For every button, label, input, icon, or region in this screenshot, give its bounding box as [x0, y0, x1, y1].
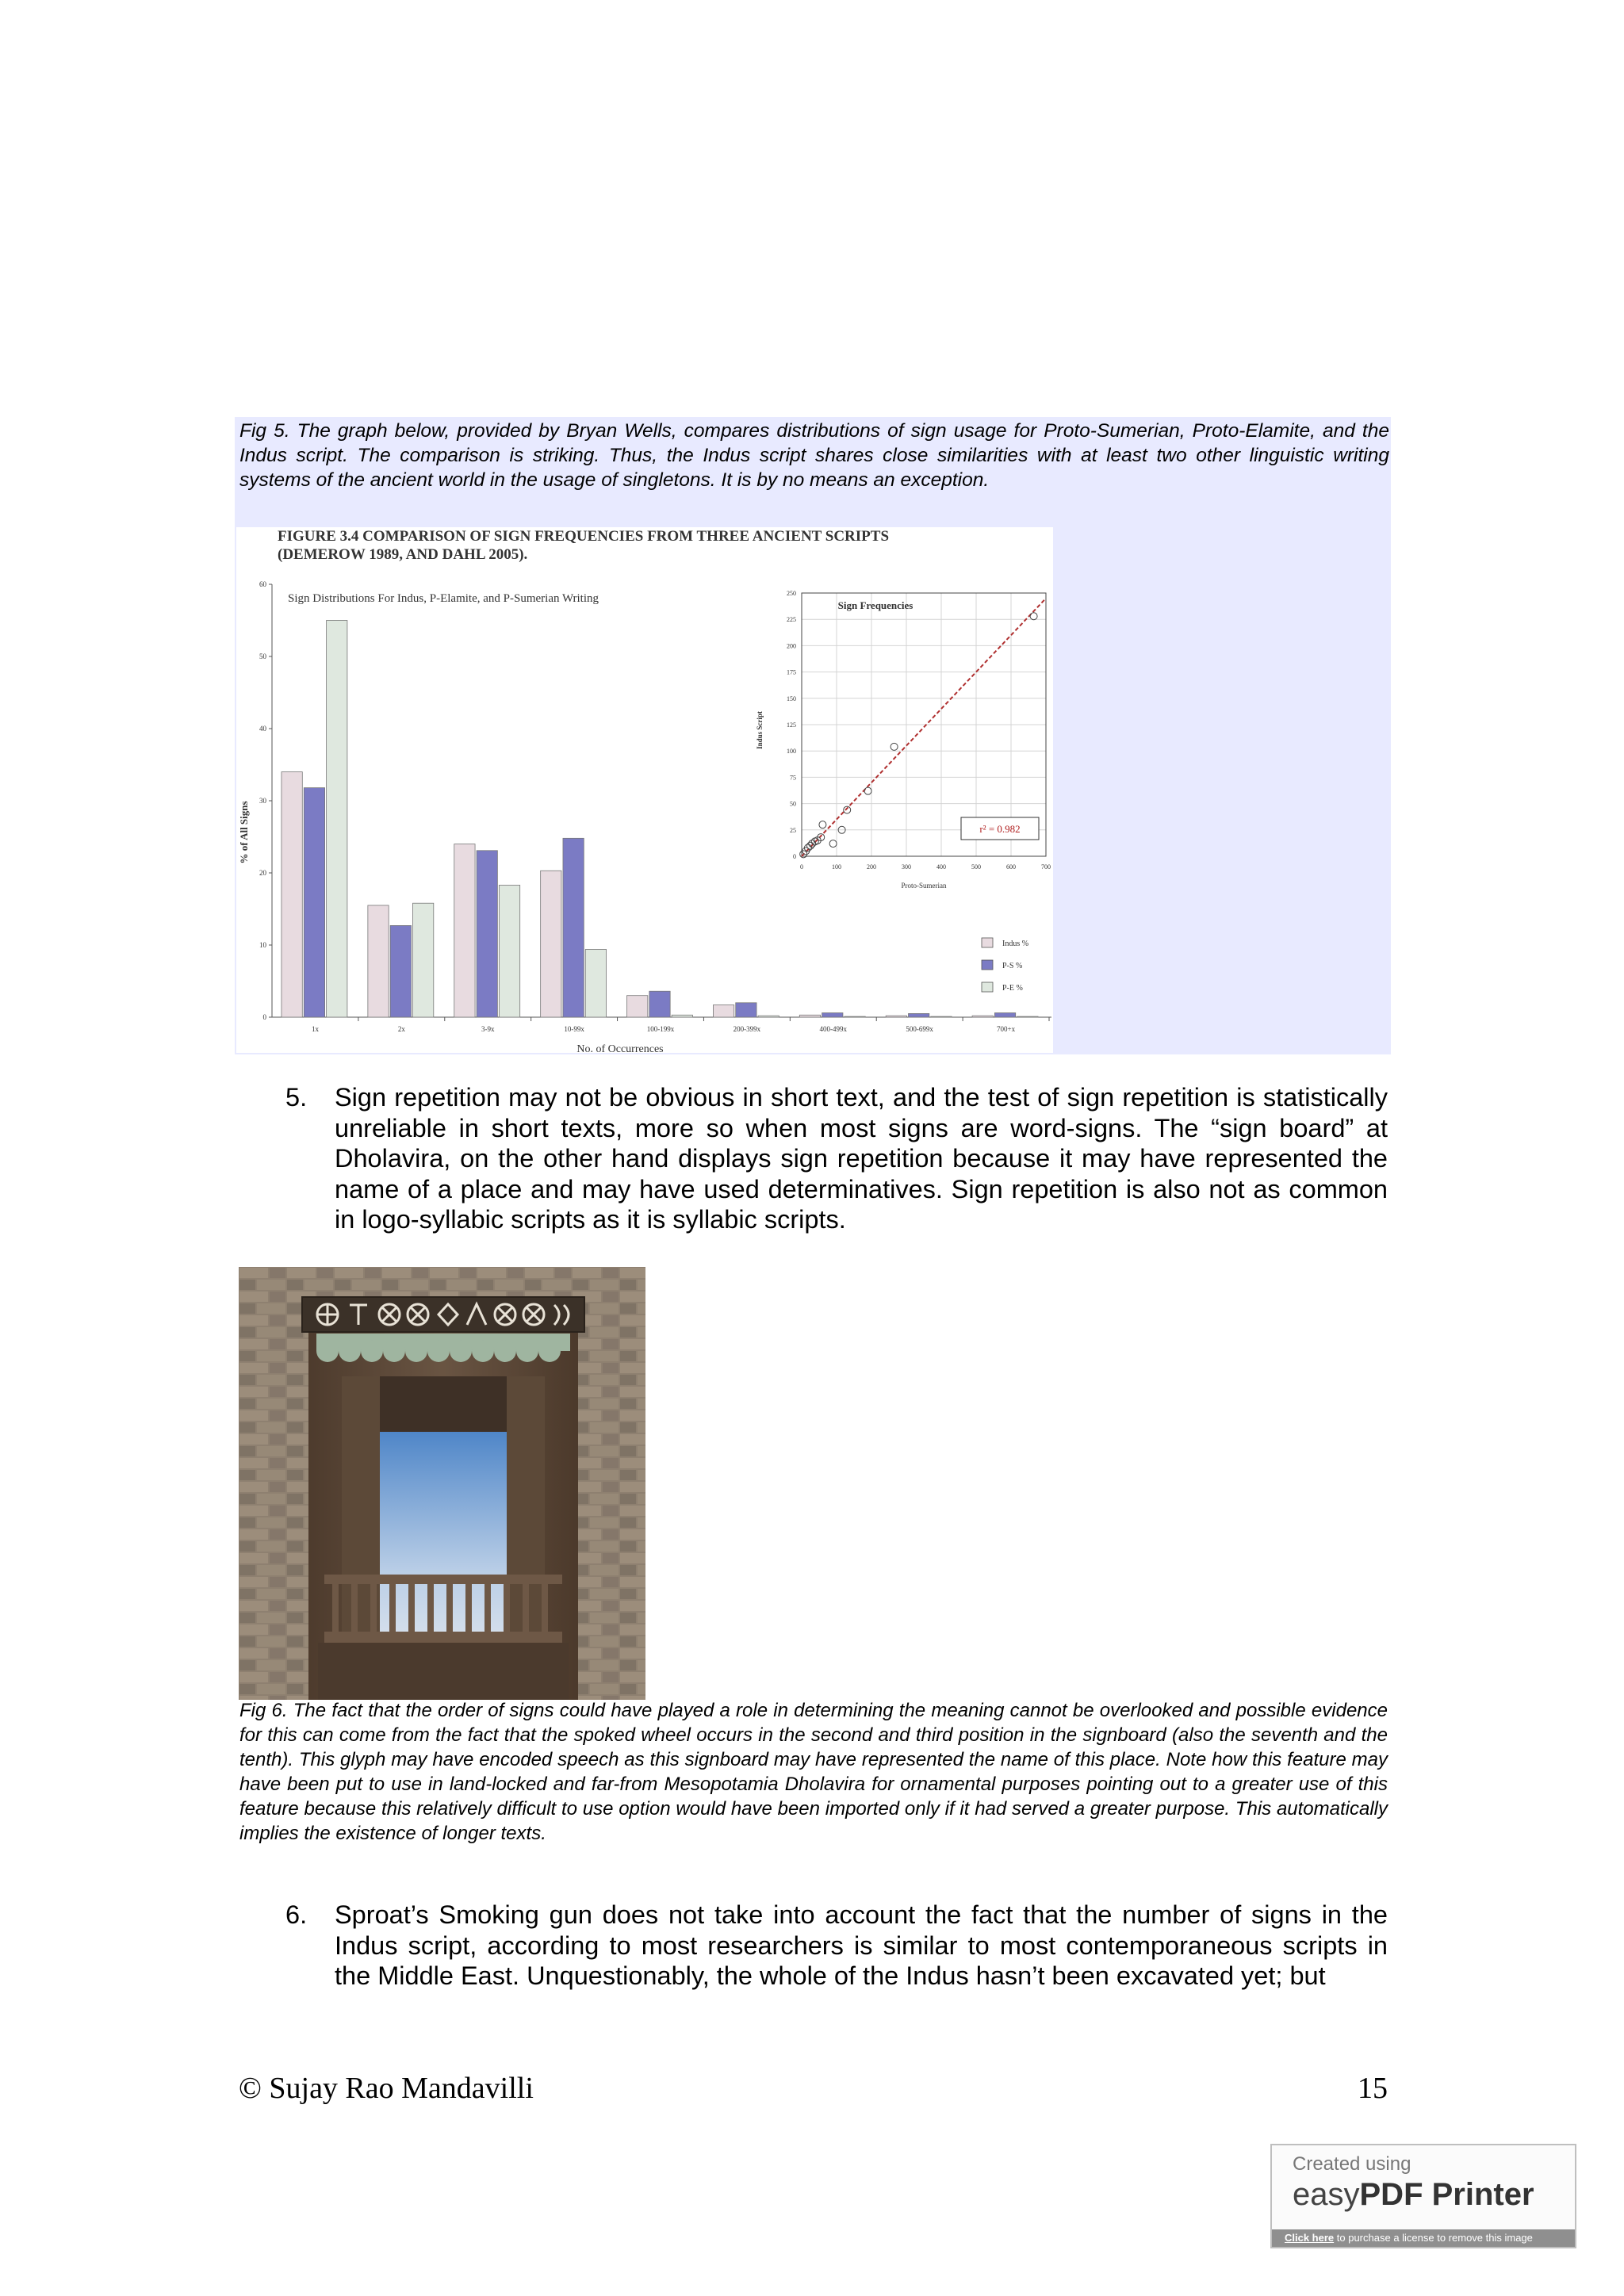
scatter-x-tick-label: 400 [936, 863, 946, 871]
scatter-y-tick-label: 25 [790, 826, 796, 834]
bar-chart-xlabel: No. of Occurrences [576, 1043, 664, 1053]
page-number: 15 [1358, 2072, 1388, 2105]
footer-author: © Sujay Rao Mandavilli [239, 2072, 534, 2105]
legend-swatch [982, 960, 993, 970]
bar-1 [368, 905, 389, 1017]
bar-y-tick-label: 60 [259, 580, 266, 588]
scatter-x-tick-label: 700 [1041, 863, 1051, 871]
bar-category-label: 500-699x [906, 1025, 933, 1033]
fig5-caption: Fig 5. The graph below, provided by Bryan Wells, compares distributions of sign usage for Proto-Sumerian, Proto-Elamite, and the Indus script. The comparison is striking. Thus, the Indus script shares close similarities with at least two other linguistic writing systems of the ancient world in the usage of singletons. It is by no means an exception. [239, 420, 1389, 491]
bar-2 [994, 1013, 1015, 1017]
scatter-x-tick-label: 600 [1006, 863, 1016, 871]
scatter-x-tick-label: 0 [800, 863, 803, 871]
list-number: 6. [285, 1900, 308, 1929]
scatter-y-tick-label: 250 [787, 590, 796, 597]
scatter-x-tick-label: 500 [971, 863, 981, 871]
scatter-x-tick-label: 300 [902, 863, 911, 871]
watermark-created-text: Created using [1293, 2153, 1411, 2175]
dholavira-signboard-illustration [239, 1267, 645, 1700]
bar-3 [931, 1016, 952, 1017]
scatter-y-tick-label: 50 [790, 800, 796, 808]
scatter-ylabel: Indus Script [756, 711, 764, 749]
legend-swatch [982, 982, 993, 992]
bar-y-tick-label: 50 [259, 652, 266, 660]
list-text: Sproat’s Smoking gun does not take into account the fact that the number of signs in the Indus script, according to most researchers is similar to most contemporaneous scripts in the Middle East. Unquestionably, the whole of the Indus hasn’t been excavated yet; but [335, 1900, 1388, 1990]
scatter-y-tick-label: 75 [790, 774, 796, 782]
purchase-license-link[interactable]: Click here [1285, 2232, 1335, 2244]
bar-2 [563, 838, 584, 1017]
scatter-y-tick-label: 200 [787, 642, 796, 650]
easypdf-watermark[interactable] [1270, 2144, 1576, 2248]
license-text: to purchase a license to remove this image [1334, 2232, 1533, 2244]
bar-3 [672, 1015, 692, 1017]
scatter-title: Sign Frequencies [837, 599, 914, 611]
bar-2 [909, 1013, 929, 1017]
bar-2 [822, 1013, 843, 1017]
scatter-y-tick-label: 175 [787, 668, 796, 676]
scatter-xlabel: Proto-Sumerian [901, 882, 947, 890]
watermark-license-bar [1272, 2229, 1575, 2247]
bar-1 [886, 1016, 906, 1017]
bar-3 [585, 949, 606, 1017]
legend-swatch [982, 938, 993, 947]
bar-category-label: 200-399x [733, 1025, 761, 1033]
scatter-y-tick-label: 0 [793, 853, 796, 860]
scatter-y-tick-label: 225 [787, 616, 796, 624]
bar-category-label: 10-99x [564, 1025, 584, 1033]
brand-light: easy [1293, 2177, 1360, 2212]
scatter-x-tick-label: 200 [867, 863, 876, 871]
bar-2 [477, 851, 497, 1017]
bar-category-label: 1x [311, 1025, 319, 1033]
figure-title-line1: FIGURE 3.4 COMPARISON OF SIGN FREQUENCIES FROM THREE ANCIENT SCRIPTS [278, 528, 890, 545]
bar-1 [972, 1016, 993, 1017]
sign-frequency-figure [236, 527, 1053, 1053]
list-text: Sign repetition may not be obvious in short text, and the test of sign repetition is statistically unreliable in short texts, more so when most signs are word-signs. The “sign board” at Dholavira, on the other hand displays sign repetition because it may have represented the name of a place and may have used determinatives. Sign repetition is also not as common in logo-syllabic scripts as it is syllabic scripts. [335, 1083, 1388, 1234]
sign-frequency-chart [236, 527, 1053, 1053]
scatter-background [768, 589, 1053, 898]
bar-3 [412, 903, 433, 1017]
bar-1 [713, 1005, 733, 1017]
legend-label: P-E % [1002, 984, 1023, 993]
scatter-y-tick-label: 150 [787, 695, 796, 702]
bar-category-label: 700+x [997, 1025, 1016, 1033]
bar-category-label: 3-9x [481, 1025, 495, 1033]
bar-3 [1017, 1016, 1038, 1017]
scatter-y-tick-label: 125 [787, 721, 796, 729]
scatter-x-tick-label: 100 [832, 863, 841, 871]
watermark-brand [1293, 2177, 1534, 2213]
bar-category-label: 400-499x [819, 1025, 848, 1033]
bar-3 [758, 1016, 779, 1017]
bar-3 [845, 1016, 865, 1017]
bar-y-tick-label: 20 [259, 869, 266, 877]
bar-1 [627, 996, 648, 1017]
brand-bold: PDF Printer [1359, 2177, 1534, 2212]
bar-chart-title: Sign Distributions For Indus, P-Elamite, and P-Sumerian Writing [288, 592, 599, 605]
bar-1 [454, 844, 475, 1017]
legend-label: Indus % [1002, 939, 1029, 948]
bar-2 [649, 991, 670, 1017]
scatter-y-tick-label: 100 [787, 748, 796, 756]
bar-2 [304, 788, 324, 1017]
bar-chart-ylabel: % of All Signs [238, 801, 250, 864]
bar-1 [799, 1015, 820, 1017]
bar-y-tick-label: 30 [259, 797, 266, 805]
bar-category-label: 100-199x [646, 1025, 675, 1033]
bar-3 [499, 885, 519, 1017]
bar-y-tick-label: 10 [259, 941, 266, 949]
list-number: 5. [285, 1083, 308, 1112]
bar-category-label: 2x [397, 1025, 405, 1033]
legend-label: P-S % [1002, 962, 1023, 970]
figure-title-line2: (DEMEROW 1989, AND DAHL 2005). [278, 546, 528, 563]
bar-1 [282, 772, 302, 1017]
scatter-chart [768, 589, 1053, 898]
bar-y-tick-label: 40 [259, 725, 266, 733]
bar-1 [541, 871, 561, 1017]
bar-2 [736, 1003, 756, 1017]
bar-y-tick-label: 0 [262, 1013, 266, 1021]
bar-3 [327, 621, 347, 1018]
fig6-caption: Fig 6. The fact that the order of signs could have played a role in determining the meaning cannot be overlooked and possible evidence for this can come from the fact that the spoked wheel occurs in the second and third position in the signboard (also the seventh and the tenth). This glyph may have encoded speech as this signboard may have represented the name of this place. Note how this feature may have been put to use in land-locked and far-from Mesopotamia Dholavira for ornamental purposes pointing out to a greater use of this feature because this relatively difficult to use option would have been imported only if it had served a greater purpose. This automatically implies the existence of longer texts. [239, 1700, 1388, 1844]
r2-label: r² = 0.982 [979, 823, 1021, 835]
bar-2 [390, 925, 411, 1017]
